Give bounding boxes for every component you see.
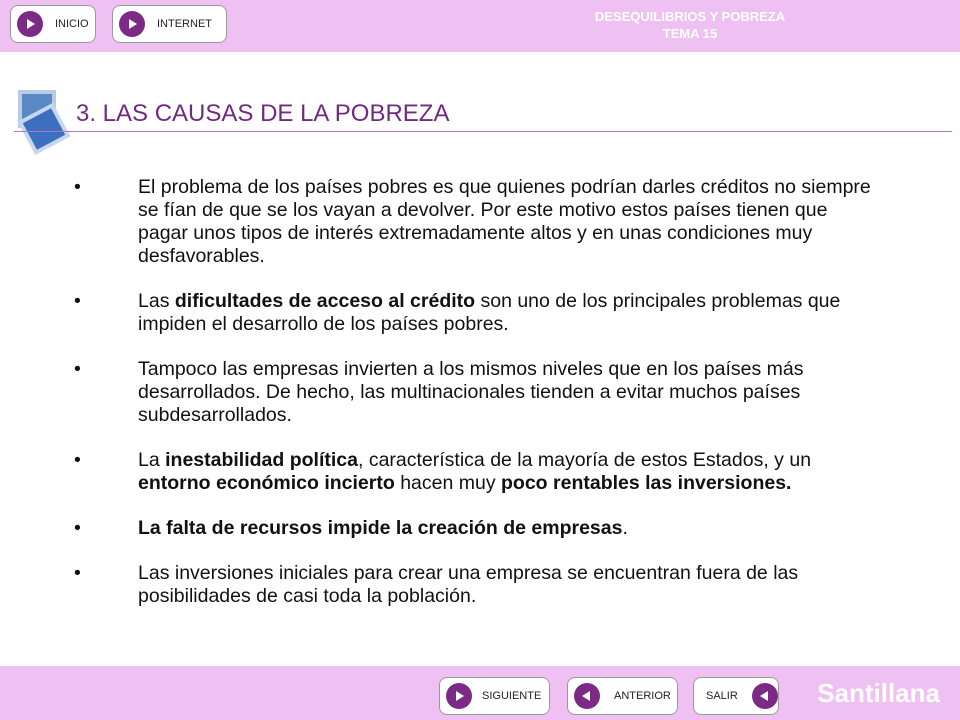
- bullet-text: Tampoco las empresas invierten a los mismos niveles que en los países más desarrollados. De hecho, las multinacionales tienden a evitar muchos países subdesarrollados.: [138, 358, 804, 426]
- bullet-text-bold: La falta de recursos impide la creación de empresas: [138, 517, 623, 539]
- bullet-text: son uno de los principales problemas que impiden el desarrollo de los países pobres.: [138, 290, 841, 335]
- bullet-text-bold: inestabilidad política: [165, 449, 358, 471]
- bullet-item: [74, 449, 874, 495]
- course-title: [540, 8, 840, 42]
- bullet-text: Las inversiones iniciales para crear una empresa se encuentran fuera de las posibilidades de casi toda la población.: [138, 562, 799, 607]
- bullet-list: [74, 176, 874, 630]
- bullet-text-bold: entorno económico incierto: [138, 472, 395, 494]
- bullet-text: Las: [138, 290, 175, 312]
- bullet-marker: •: [74, 562, 81, 584]
- slide-logo-icon: [12, 88, 74, 158]
- slide-title: 3. LAS CAUSAS DE LA POBREZA: [76, 100, 450, 127]
- bullet-marker: •: [74, 176, 81, 198]
- play-right-icon: [119, 11, 145, 37]
- brand-logo: Santillana: [817, 678, 940, 708]
- bullet-text: hacen muy: [394, 472, 502, 494]
- inicio-button[interactable]: [10, 5, 96, 43]
- course-title-line1: DESEQUILIBRIOS Y POBREZA: [594, 9, 786, 24]
- bullet-text: , característica de la mayoría de estos Estados, y un: [357, 449, 812, 471]
- internet-button[interactable]: [112, 5, 227, 43]
- play-right-icon: [17, 11, 43, 37]
- bullet-text-bold: dificultades de acceso al crédito: [174, 290, 476, 312]
- bullet-item: [74, 176, 874, 268]
- bullet-item: [74, 517, 874, 540]
- play-left-icon: [574, 683, 600, 709]
- title-underline: [14, 131, 952, 132]
- siguiente-button[interactable]: [439, 677, 550, 715]
- play-left-icon: [752, 683, 778, 709]
- anterior-button[interactable]: [567, 677, 678, 715]
- bullet-text: El problema de los países pobres es que quienes podrían darles créditos no siempre se fían de que se los vayan a devolver. Por este motivo estos países tienen que pagar unos tipos de interés extremadamente altos y en unas condiciones muy desfavorables.: [138, 176, 871, 267]
- bullet-marker: •: [74, 449, 81, 471]
- salir-label: SALIR: [706, 690, 738, 702]
- inicio-label: INICIO: [55, 18, 89, 30]
- bullet-item: [74, 290, 874, 336]
- bullet-text: .: [622, 517, 628, 539]
- salir-button[interactable]: [693, 677, 779, 715]
- bullet-text: La: [138, 449, 166, 471]
- bullet-item: [74, 562, 874, 608]
- bullet-marker: •: [74, 517, 81, 539]
- bullet-marker: •: [74, 290, 81, 312]
- bullet-item: [74, 358, 874, 427]
- play-right-icon: [446, 683, 472, 709]
- course-title-line2: TEMA 15: [662, 26, 718, 41]
- bullet-text-bold: poco rentables las inversiones.: [501, 472, 792, 494]
- bullet-marker: •: [74, 358, 81, 380]
- anterior-label: ANTERIOR: [614, 690, 671, 702]
- internet-label: INTERNET: [157, 18, 212, 30]
- siguiente-label: SIGUIENTE: [482, 690, 542, 702]
